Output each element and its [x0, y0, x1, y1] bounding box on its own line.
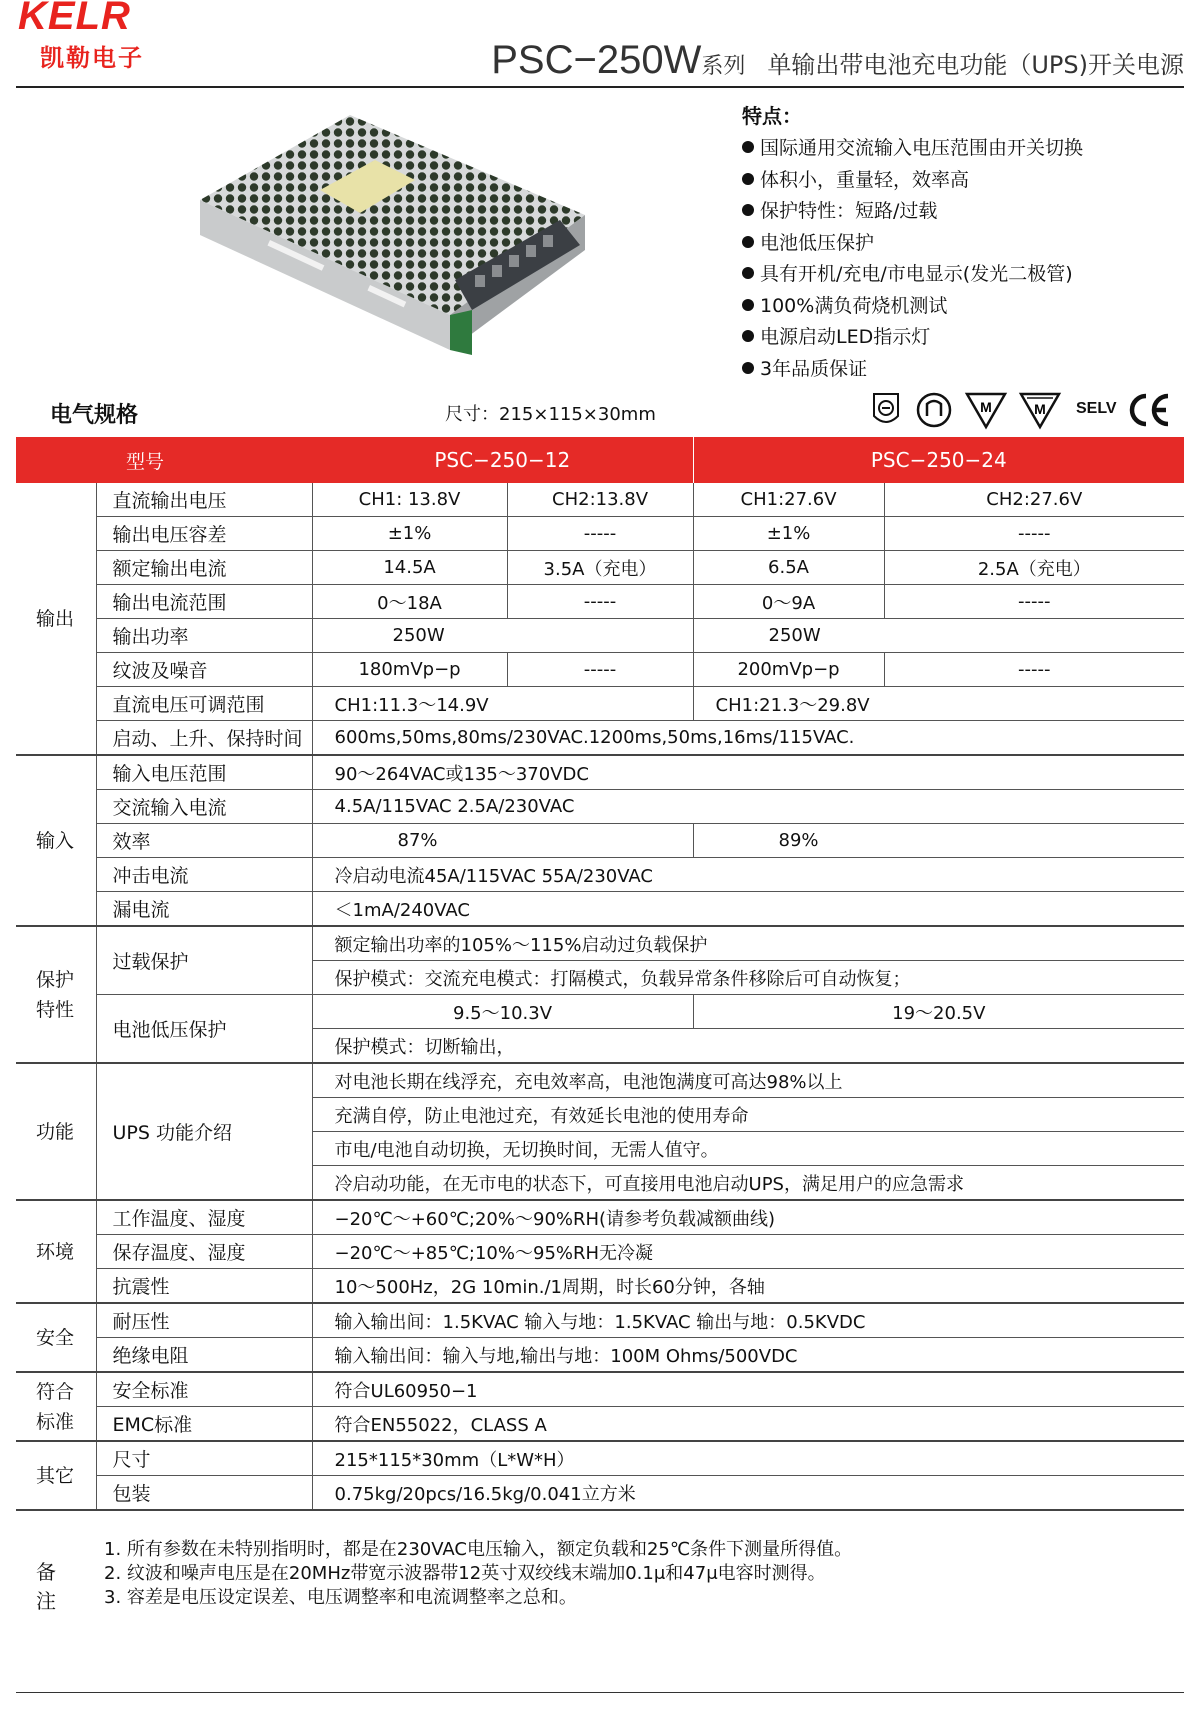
row-label: 绝缘电阻: [96, 1338, 312, 1373]
table-cell: 对电池长期在线浮充，充电效率高，电池饱满度可高达98%以上: [312, 1063, 1184, 1098]
note-item: 2. 纹波和噪声电压是在20MHz带宽示波器带12英寸双绞线末端加0.1μ和47μ电容时测得。: [104, 1563, 826, 1584]
table-cell: 保护模式：交流充电模式：打隔模式，负载异常条件移除后可自动恢复；: [312, 961, 1184, 995]
brand-logo: [18, 0, 188, 70]
row-label: 输出电流范围: [96, 585, 312, 619]
table-cell: 600ms,50ms,80ms/230VAC.1200ms,50ms,16ms/115VAC.: [312, 721, 1184, 756]
feature-item: [742, 322, 1083, 354]
bullet-icon: [742, 141, 754, 153]
table-cell: ±1%: [312, 517, 507, 551]
feature-item: [742, 228, 1083, 260]
table-row: [16, 1063, 1184, 1098]
table-row: [16, 585, 1184, 619]
header-divider: [16, 86, 1184, 88]
table-row: [16, 1338, 1184, 1373]
bullet-icon: [742, 267, 754, 279]
bullet-icon: [742, 330, 754, 342]
table-row: [16, 1200, 1184, 1235]
table-cell: −20℃～+60℃;20%～90%RH(请参考负载减额曲线): [312, 1200, 1184, 1235]
dimensions-text: 尺寸：215×115×30mm: [445, 404, 656, 425]
table-cell: 符合EN55022，CLASS A: [312, 1407, 1184, 1442]
table-row: [16, 790, 1184, 824]
group-environment: 环境: [16, 1200, 96, 1303]
table-cell: 冷启动电流45A/115VAC 55A/230VAC: [312, 858, 1184, 892]
row-label: 过载保护: [96, 926, 312, 995]
title-model: PSC−250W: [491, 38, 702, 82]
header-model-label: 型号: [16, 437, 312, 483]
group-standards: [16, 1372, 96, 1441]
table-cell: CH1: 13.8V: [312, 483, 507, 517]
row-label: 额定输出电流: [96, 551, 312, 585]
table-cell: 14.5A: [312, 551, 507, 585]
feature-text: 保护特性：短路/过载: [760, 200, 938, 222]
features-title: 特点：: [742, 104, 802, 128]
row-label: 工作温度、湿度: [96, 1200, 312, 1235]
table-cell: 输入输出间：1.5KVAC 输入与地：1.5KVAC 输出与地：0.5KVDC: [312, 1303, 1184, 1338]
product-image: [200, 105, 630, 385]
table-cell: 输入输出间：输入与地,输出与地：100M Ohms/500VDC: [312, 1338, 1184, 1373]
feature-item: [742, 291, 1083, 323]
table-cell: -----: [884, 653, 1184, 687]
row-label: 直流输出电压: [96, 483, 312, 517]
table-row: [16, 1303, 1184, 1338]
table-cell: ＜1mA/240VAC: [312, 892, 1184, 927]
feature-text: 3年品质保证: [760, 357, 868, 380]
notes-title: 备注: [36, 1560, 56, 1613]
table-row: [16, 1476, 1184, 1511]
table-cell: CH2:13.8V: [507, 483, 693, 517]
row-label: 包装: [96, 1476, 312, 1511]
table-cell: -----: [507, 653, 693, 687]
table-cell: 6.5A: [693, 551, 884, 585]
ul-cert-icon: [914, 390, 954, 430]
table-cell: 4.5A/115VAC 2.5A/230VAC: [312, 790, 1184, 824]
group-output: 输出: [16, 483, 96, 755]
text-label: 符合: [36, 1380, 75, 1403]
row-label: 电池低压保护: [96, 995, 312, 1064]
text-label: M: [1034, 401, 1046, 417]
table-cell: 充满自停，防止电池过充，有效延长电池的使用寿命: [312, 1098, 1184, 1132]
bullet-icon: [742, 362, 754, 374]
row-label: 输入电压范围: [96, 755, 312, 790]
text-label: 标准: [36, 1410, 75, 1433]
bullet-icon: [742, 204, 754, 216]
feature-item: [742, 259, 1083, 291]
row-label: 交流输入电流: [96, 790, 312, 824]
row-label: EMC标准: [96, 1407, 312, 1442]
table-row: [16, 551, 1184, 585]
table-cell: −20℃～+85℃;10%～95%RH无冷凝: [312, 1235, 1184, 1269]
feature-text: 100%满负荷烧机测试: [760, 294, 948, 317]
row-label: 直流电压可调范围: [96, 687, 312, 721]
table-row: [16, 1441, 1184, 1476]
group-safety: 安全: [16, 1303, 96, 1372]
features-list: [742, 100, 1083, 385]
table-row: [16, 619, 1184, 653]
table-row: [16, 1269, 1184, 1304]
table-cell: 市电/电池自动切换，无切换时间，无需人值守。: [312, 1132, 1184, 1166]
m-triangle-icon: [964, 390, 1008, 430]
table-cell: -----: [884, 517, 1184, 551]
table-cell: ±1%: [693, 517, 884, 551]
bullet-icon: [742, 173, 754, 185]
group-function: 功能: [16, 1063, 96, 1200]
table-cell: 额定输出功率的105%～115%启动过负载保护: [312, 926, 1184, 961]
table-row: [16, 1372, 1184, 1407]
table-row: [16, 892, 1184, 927]
table-cell: CH2:27.6V: [884, 483, 1184, 517]
table-cell: 215*115*30mm（L*W*H）: [312, 1441, 1184, 1476]
table-row: [16, 755, 1184, 790]
table-header-row: [16, 437, 1184, 483]
table-cell: 10～500Hz，2G 10min./1周期，时长60分钟，各轴: [312, 1269, 1184, 1304]
feature-text: 具有开机/充电/市电显示(发光二极管): [760, 263, 1073, 285]
spec-section-title: 电气规格: [50, 403, 139, 428]
brand-name-cn: 凯勒电子: [40, 44, 144, 72]
table-row: [16, 1407, 1184, 1442]
table-cell: 保护模式：切断输出，: [312, 1029, 1184, 1064]
table-cell: 3.5A（充电）: [507, 551, 693, 585]
table-cell: 250W: [693, 619, 1184, 653]
table-row: [16, 721, 1184, 756]
table-cell: 9.5～10.3V: [312, 995, 693, 1029]
ce-cert-icon: [1126, 390, 1174, 430]
table-cell: -----: [884, 585, 1184, 619]
brand-name-en: KELR: [18, 0, 131, 38]
table-row: [16, 858, 1184, 892]
table-cell: 89%: [693, 824, 1184, 858]
table-cell: 200mVp−p: [693, 653, 884, 687]
text-label: 特性: [36, 998, 75, 1021]
feature-item: [742, 196, 1083, 228]
row-label: 耐压性: [96, 1303, 312, 1338]
table-row: [16, 1235, 1184, 1269]
title-desc: 单输出带电池充电功能（UPS)开关电源: [767, 51, 1184, 79]
row-label: 抗震性: [96, 1269, 312, 1304]
text-label: M: [980, 399, 992, 415]
tuv-cert-icon: [868, 390, 904, 430]
table-cell: CH1:27.6V: [693, 483, 884, 517]
table-cell: 冷启动功能，在无市电的状态下，可直接用电池启动UPS，满足用户的应急需求: [312, 1166, 1184, 1201]
title-series: 系列: [701, 54, 746, 79]
table-cell: 2.5A（充电）: [884, 551, 1184, 585]
header-model-12: PSC−250−12: [312, 437, 693, 483]
page-title: [491, 38, 1184, 83]
feature-text: 电源启动LED指示灯: [760, 326, 931, 348]
bullet-icon: [742, 236, 754, 248]
row-label: 输出电压容差: [96, 517, 312, 551]
footer-divider: [16, 1692, 1184, 1693]
row-label: UPS 功能介绍: [96, 1063, 312, 1200]
row-label: 效率: [96, 824, 312, 858]
text-label: 保护: [36, 968, 75, 991]
bullet-icon: [742, 299, 754, 311]
table-cell: 0～18A: [312, 585, 507, 619]
table-cell: 0～9A: [693, 585, 884, 619]
row-label: 启动、上升、保持时间: [96, 721, 312, 756]
feature-item: [742, 354, 1083, 386]
table-cell: -----: [507, 517, 693, 551]
table-cell: 19～20.5V: [693, 995, 1184, 1029]
table-row: [16, 653, 1184, 687]
feature-item: [742, 133, 1083, 165]
group-input: 输入: [16, 755, 96, 926]
note-item: 3. 容差是电压设定误差、电压调整率和电流调整率之总和。: [104, 1587, 577, 1608]
row-label: 冲击电流: [96, 858, 312, 892]
group-protection: [16, 926, 96, 1063]
table-row: [16, 926, 1184, 961]
feature-text: 国际通用交流输入电压范围由开关切换: [760, 137, 1084, 159]
feature-text: 体积小，重量轻，效率高: [760, 168, 970, 191]
table-row: [16, 995, 1184, 1029]
table-row: [16, 687, 1184, 721]
table-cell: -----: [507, 585, 693, 619]
feature-item: [742, 165, 1083, 197]
selv-mark: SELV: [1076, 400, 1117, 417]
table-cell: CH1:21.3～29.8V: [693, 687, 1184, 721]
table-row: [16, 824, 1184, 858]
table-cell: 90～264VAC或135～370VDC: [312, 755, 1184, 790]
header-model-24: PSC−250−24: [693, 437, 1184, 483]
table-row: [16, 483, 1184, 517]
spec-table: [16, 437, 1184, 1511]
m-triangle-icon: [1018, 390, 1062, 430]
table-cell: 180mVp−p: [312, 653, 507, 687]
table-cell: 符合UL60950−1: [312, 1372, 1184, 1407]
table-cell: CH1:11.3～14.9V: [312, 687, 693, 721]
feature-text: 电池低压保护: [760, 231, 875, 254]
row-label: 漏电流: [96, 892, 312, 927]
row-label: 保存温度、湿度: [96, 1235, 312, 1269]
table-cell: 250W: [312, 619, 693, 653]
row-label: 安全标准: [96, 1372, 312, 1407]
table-cell: 87%: [312, 824, 693, 858]
table-cell: 0.75kg/20pcs/16.5kg/0.041立方米: [312, 1476, 1184, 1511]
row-label: 输出功率: [96, 619, 312, 653]
group-other: 其它: [16, 1441, 96, 1510]
row-label: 纹波及噪音: [96, 653, 312, 687]
note-item: 1. 所有参数在未特别指明时，都是在230VAC电压输入，额定负载和25℃条件下测量所得值。: [104, 1539, 853, 1560]
table-row: [16, 517, 1184, 551]
row-label: 尺寸: [96, 1441, 312, 1476]
